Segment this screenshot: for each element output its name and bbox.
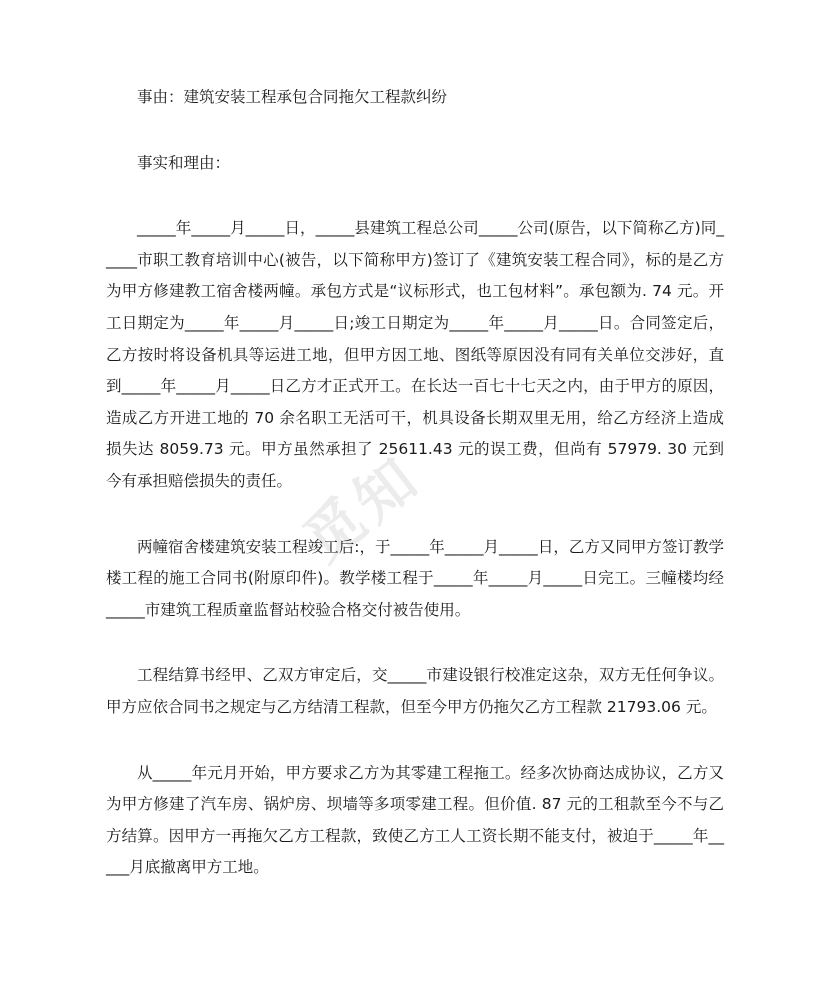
paragraph-teaching-building: 两幢宿舍楼建筑安装工程竣工后:，于_____年_____月_____日，乙方又同甲方签订教学楼工程的施工合同书(附原印件)。教学楼工程于_____年_____月_____日完工。三幢楼均经 _____市建筑工程质童监督站校验合格交付被告使用。 [106,537,724,619]
document-body [106,82,724,884]
paragraph-contract-details: _____年_____月_____日，_____县建筑工程总公司_____公司(原告，以下简称乙方)同_____市职工教育培训中心(被告，以下简称甲方)签订了《建筑安装工程合同》，标的是乙方为甲方修建教工宿舍楼两幢。承包方式是“议标形式，也工包材料”。承包额为. 74 元。开工日期定为_____年_____月_____日;竣工日期定为_____年_____月_____日。合同签定后，乙方按时将设备机具等运进工地，但甲方因工地、图纸等原因没有同有关单位交涉好，直到_____年_____月_____日乙方才正式开工。在长达一百七十七天之内，由于甲方的原因，造成乙方开进工地的 70 余名职工无活可干，机具设备长期双里无用，给乙方经济上造成损失达 8059.73 元。甲方虽然承担了 25611.43 元的误工费，但尚有 57979. 30 元到今有承担赔偿损失的责任。 [106,219,724,490]
facts-heading: 事实和理由： [137,153,231,172]
paragraph-settlement: 工程结算书经甲、乙双方审定后，交_____市建设银行校准定这杂，双方无任何争议。甲方应依合同书之规定与乙方结清工程款，但至今甲方仍拖欠乙方工程款 21793.06 元。 [106,666,724,716]
watermark-logo: 觅知 [291,442,434,575]
subject-line: 事由：建筑安装工程承包合同拖欠工程款纠纷 [137,88,448,106]
paragraph-extra-works: 从_____年元月开始，甲方要求乙方为其零建工程拖工。经多次协商达成协议，乙方又为甲方修建了汽车房、锅炉房、坝墙等多项零建工程。但价值. 87 元的工租款至今不与乙方结算。因甲方一再拖欠乙方工程款，致使乙方工人工资长期不能支付，被迫于_____年_____月底撤离甲方工地。 [106,763,724,877]
